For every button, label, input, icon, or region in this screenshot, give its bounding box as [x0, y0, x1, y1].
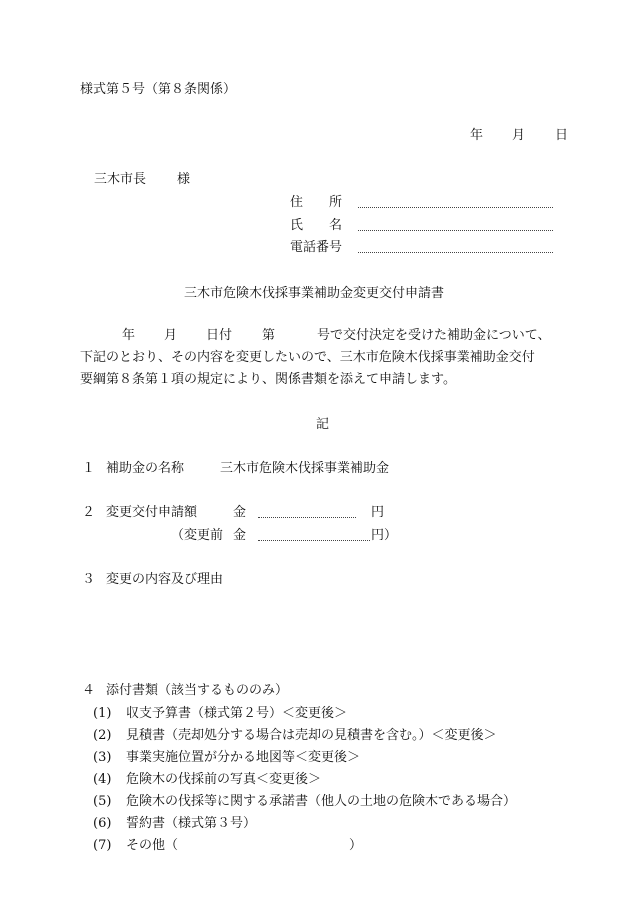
item2-before-label: （変更前 — [171, 528, 224, 543]
doc-other-number: (7) — [93, 838, 112, 853]
other-doc-field[interactable] — [186, 836, 346, 854]
item1-value: 三木市危険木伐採事業補助金 — [220, 461, 390, 476]
body-month: 月 — [164, 328, 178, 343]
doc-text: 誓約書（様式第３号） — [126, 816, 257, 831]
doc-text: 事業実施位置が分かる地図等＜変更後＞ — [126, 750, 361, 765]
body-line2: 下記のとおり、その内容を変更したいので、三木市危険木伐採事業補助金交付 — [80, 350, 535, 365]
item1-number: １ — [82, 461, 96, 476]
address-label: 住 所 — [290, 195, 343, 210]
form-number: 様式第５号（第８条関係） — [80, 82, 237, 97]
doc-number: (5) — [93, 794, 112, 809]
body-day-attach: 日付 — [206, 328, 233, 343]
doc-other-close: ） — [349, 838, 363, 853]
item2-yen: 円 — [371, 505, 385, 520]
doc-number: (6) — [93, 816, 112, 831]
ki-heading: 記 — [316, 417, 330, 432]
doc-number: (2) — [93, 728, 112, 743]
body-line3: 要綱第８条第１項の規定により、関係書類を添えて申請します。 — [80, 372, 456, 387]
date-day-label: 日 — [555, 128, 569, 143]
phone-label: 電話番号 — [290, 240, 343, 255]
name-field[interactable] — [358, 218, 553, 236]
doc-number: (4) — [93, 772, 112, 787]
amount-field[interactable] — [258, 505, 356, 523]
item2-before-yen: 円） — [371, 528, 398, 543]
addressee-honorific: 様 — [177, 172, 191, 187]
phone-field[interactable] — [358, 240, 553, 258]
item4-number: ４ — [82, 683, 96, 698]
date-year-label: 年 — [470, 128, 484, 143]
doc-text: 見積書（売却処分する場合は売却の見積書を含む。）＜変更後＞ — [126, 728, 497, 743]
before-amount-field[interactable] — [258, 528, 370, 546]
item2-before-kin: 金 — [233, 528, 247, 543]
document-title: 三木市危険木伐採事業補助金変更交付申請書 — [184, 286, 445, 301]
doc-other-label: その他（ — [126, 838, 179, 853]
item1-label: 補助金の名称 — [106, 461, 185, 476]
address-field[interactable] — [358, 195, 553, 213]
body-year: 年 — [122, 328, 136, 343]
item4-label: 添付書類（該当するもののみ） — [106, 683, 289, 698]
body-line1-rest: 号で交付決定を受けた補助金について、 — [317, 328, 551, 343]
doc-number: (1) — [93, 706, 112, 721]
date-month-label: 月 — [512, 128, 526, 143]
item3-number: ３ — [82, 572, 96, 587]
doc-text: 危険木の伐採前の写真＜変更後＞ — [126, 772, 322, 787]
item2-number: ２ — [82, 505, 96, 520]
change-reason-area[interactable] — [106, 592, 576, 668]
doc-number: (3) — [93, 750, 112, 765]
item2-label: 変更交付申請額 — [106, 505, 198, 520]
name-label: 氏 名 — [290, 218, 343, 233]
body-dai: 第 — [262, 328, 276, 343]
item2-kin: 金 — [233, 505, 247, 520]
item3-label: 変更の内容及び理由 — [106, 572, 224, 587]
doc-text: 危険木の伐採等に関する承諾書（他人の土地の危険木である場合） — [126, 794, 517, 809]
addressee-name: 三木市長 — [94, 172, 147, 187]
doc-text: 収支予算書（様式第２号）＜変更後＞ — [126, 706, 348, 721]
